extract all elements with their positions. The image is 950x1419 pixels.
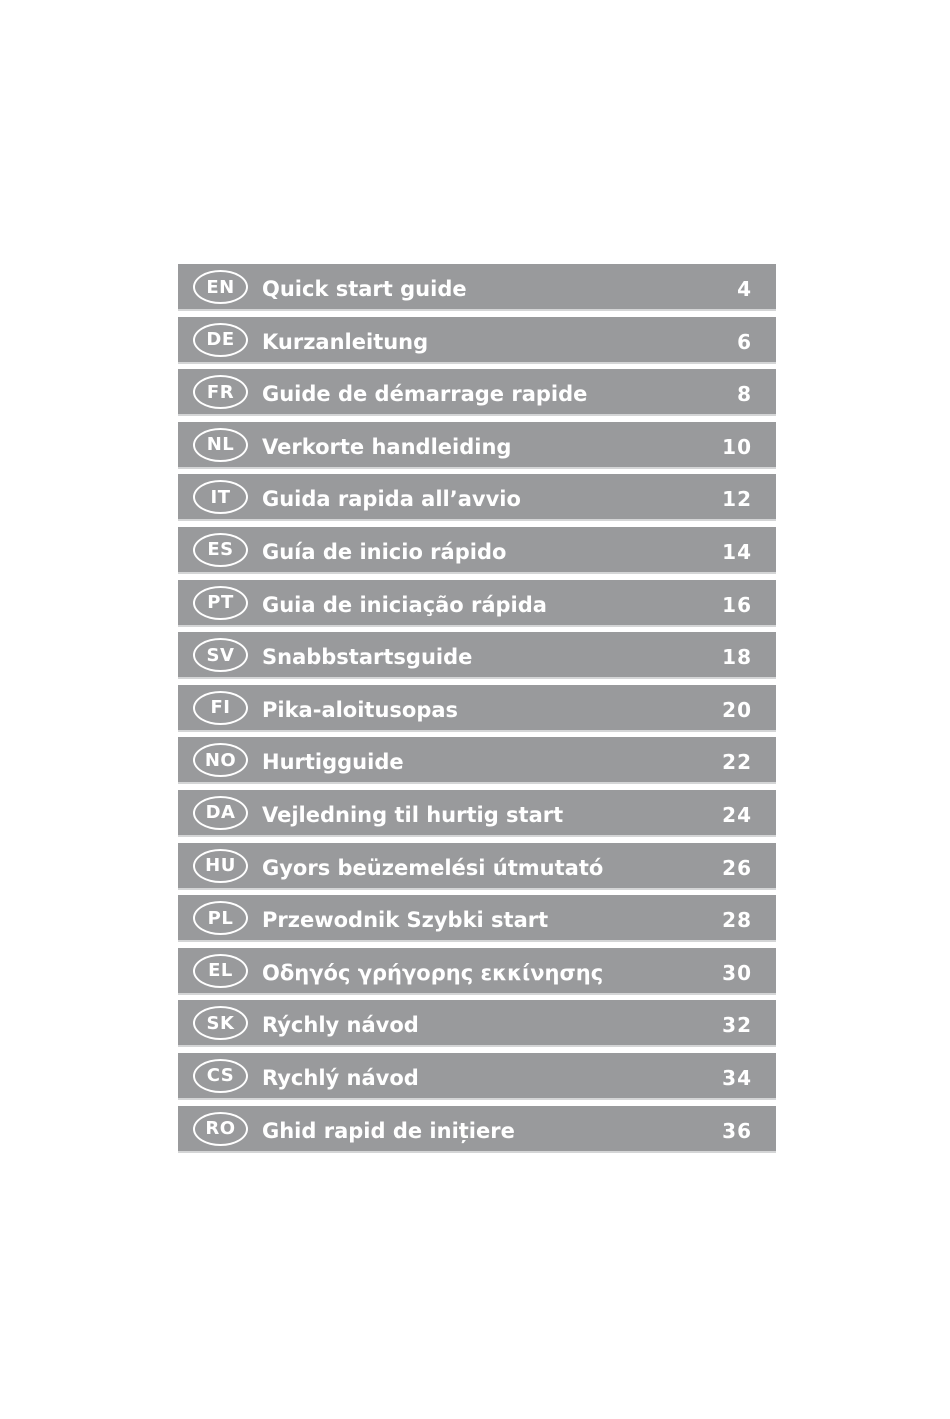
page-number: 34 (722, 1065, 752, 1090)
page-number: 28 (722, 908, 752, 933)
language-code-badge: EL (193, 954, 248, 988)
language-code-badge: HU (193, 849, 248, 883)
language-code-badge: PL (193, 901, 248, 935)
section-title: Pika-aloitusopas (262, 697, 459, 722)
language-code-badge: IT (193, 480, 248, 514)
toc-row-cs[interactable] (178, 1053, 776, 1100)
section-title: Quick start guide (262, 277, 467, 301)
language-code-badge: SK (193, 1006, 248, 1040)
toc-row-it[interactable] (178, 474, 776, 521)
toc-row-sv[interactable] (178, 632, 776, 679)
page-number: 22 (722, 750, 752, 775)
language-code-badge: SV (193, 638, 248, 672)
language-code-badge: PT (193, 586, 248, 620)
section-title: Rýchly návod (262, 1013, 419, 1038)
page-number: 4 (737, 277, 752, 301)
section-title: Ghid rapid de inițiere (262, 1118, 515, 1143)
toc-row-ro[interactable] (178, 1106, 776, 1153)
page-number: 36 (722, 1118, 752, 1143)
page-number: 16 (722, 592, 752, 617)
section-title: Snabbstartsguide (262, 645, 473, 670)
section-title: Verkorte handleiding (262, 434, 512, 459)
toc-row-pl[interactable] (178, 895, 776, 942)
toc-row-en[interactable] (178, 264, 776, 311)
page-number: 26 (722, 855, 752, 880)
page-number: 20 (722, 697, 752, 722)
language-code-badge: EN (193, 270, 248, 304)
toc-row-nl[interactable] (178, 422, 776, 469)
page-number: 24 (722, 802, 752, 827)
toc-row-no[interactable] (178, 737, 776, 784)
section-title: Przewodnik Szybki start (262, 908, 549, 933)
section-title: Guía de inicio rápido (262, 539, 507, 564)
section-title: Gyors beüzemelési útmutató (262, 855, 604, 880)
language-code-badge: ES (193, 533, 248, 567)
toc-row-es[interactable] (178, 527, 776, 574)
toc-row-pt[interactable] (178, 580, 776, 627)
section-title: Vejledning til hurtig start (262, 802, 564, 827)
section-title: Rychlý návod (262, 1065, 419, 1090)
toc-row-fi[interactable] (178, 685, 776, 732)
language-code-badge: RO (193, 1112, 248, 1146)
language-code-badge: NL (193, 428, 248, 462)
toc-row-el[interactable] (178, 948, 776, 995)
section-title: Guida rapida all’avvio (262, 487, 521, 512)
language-code-badge: FR (193, 375, 248, 409)
toc-row-de[interactable] (178, 317, 776, 364)
language-code-badge: DA (193, 796, 248, 830)
section-title: Guide de démarrage rapide (262, 382, 588, 407)
page-number: 18 (722, 645, 752, 670)
page-number: 30 (722, 960, 752, 985)
page-number: 8 (737, 382, 752, 407)
toc-row-da[interactable] (178, 790, 776, 837)
language-code-badge: NO (193, 743, 248, 777)
section-title: Guia de iniciação rápida (262, 592, 547, 617)
language-code-badge: CS (193, 1059, 248, 1093)
page-number: 12 (722, 487, 752, 512)
page-number: 6 (737, 329, 752, 354)
section-title: Οδηγός γρήγορης εκκίνησης (262, 960, 604, 985)
section-title: Hurtigguide (262, 750, 404, 775)
language-index (178, 264, 776, 1158)
page-number: 14 (722, 539, 752, 564)
section-title: Kurzanleitung (262, 329, 429, 354)
page-number: 32 (722, 1013, 752, 1038)
language-code-badge: DE (193, 323, 248, 357)
toc-row-sk[interactable] (178, 1000, 776, 1047)
toc-row-hu[interactable] (178, 843, 776, 890)
toc-row-fr[interactable] (178, 369, 776, 416)
language-code-badge: FI (193, 691, 248, 725)
page-number: 10 (722, 434, 752, 459)
